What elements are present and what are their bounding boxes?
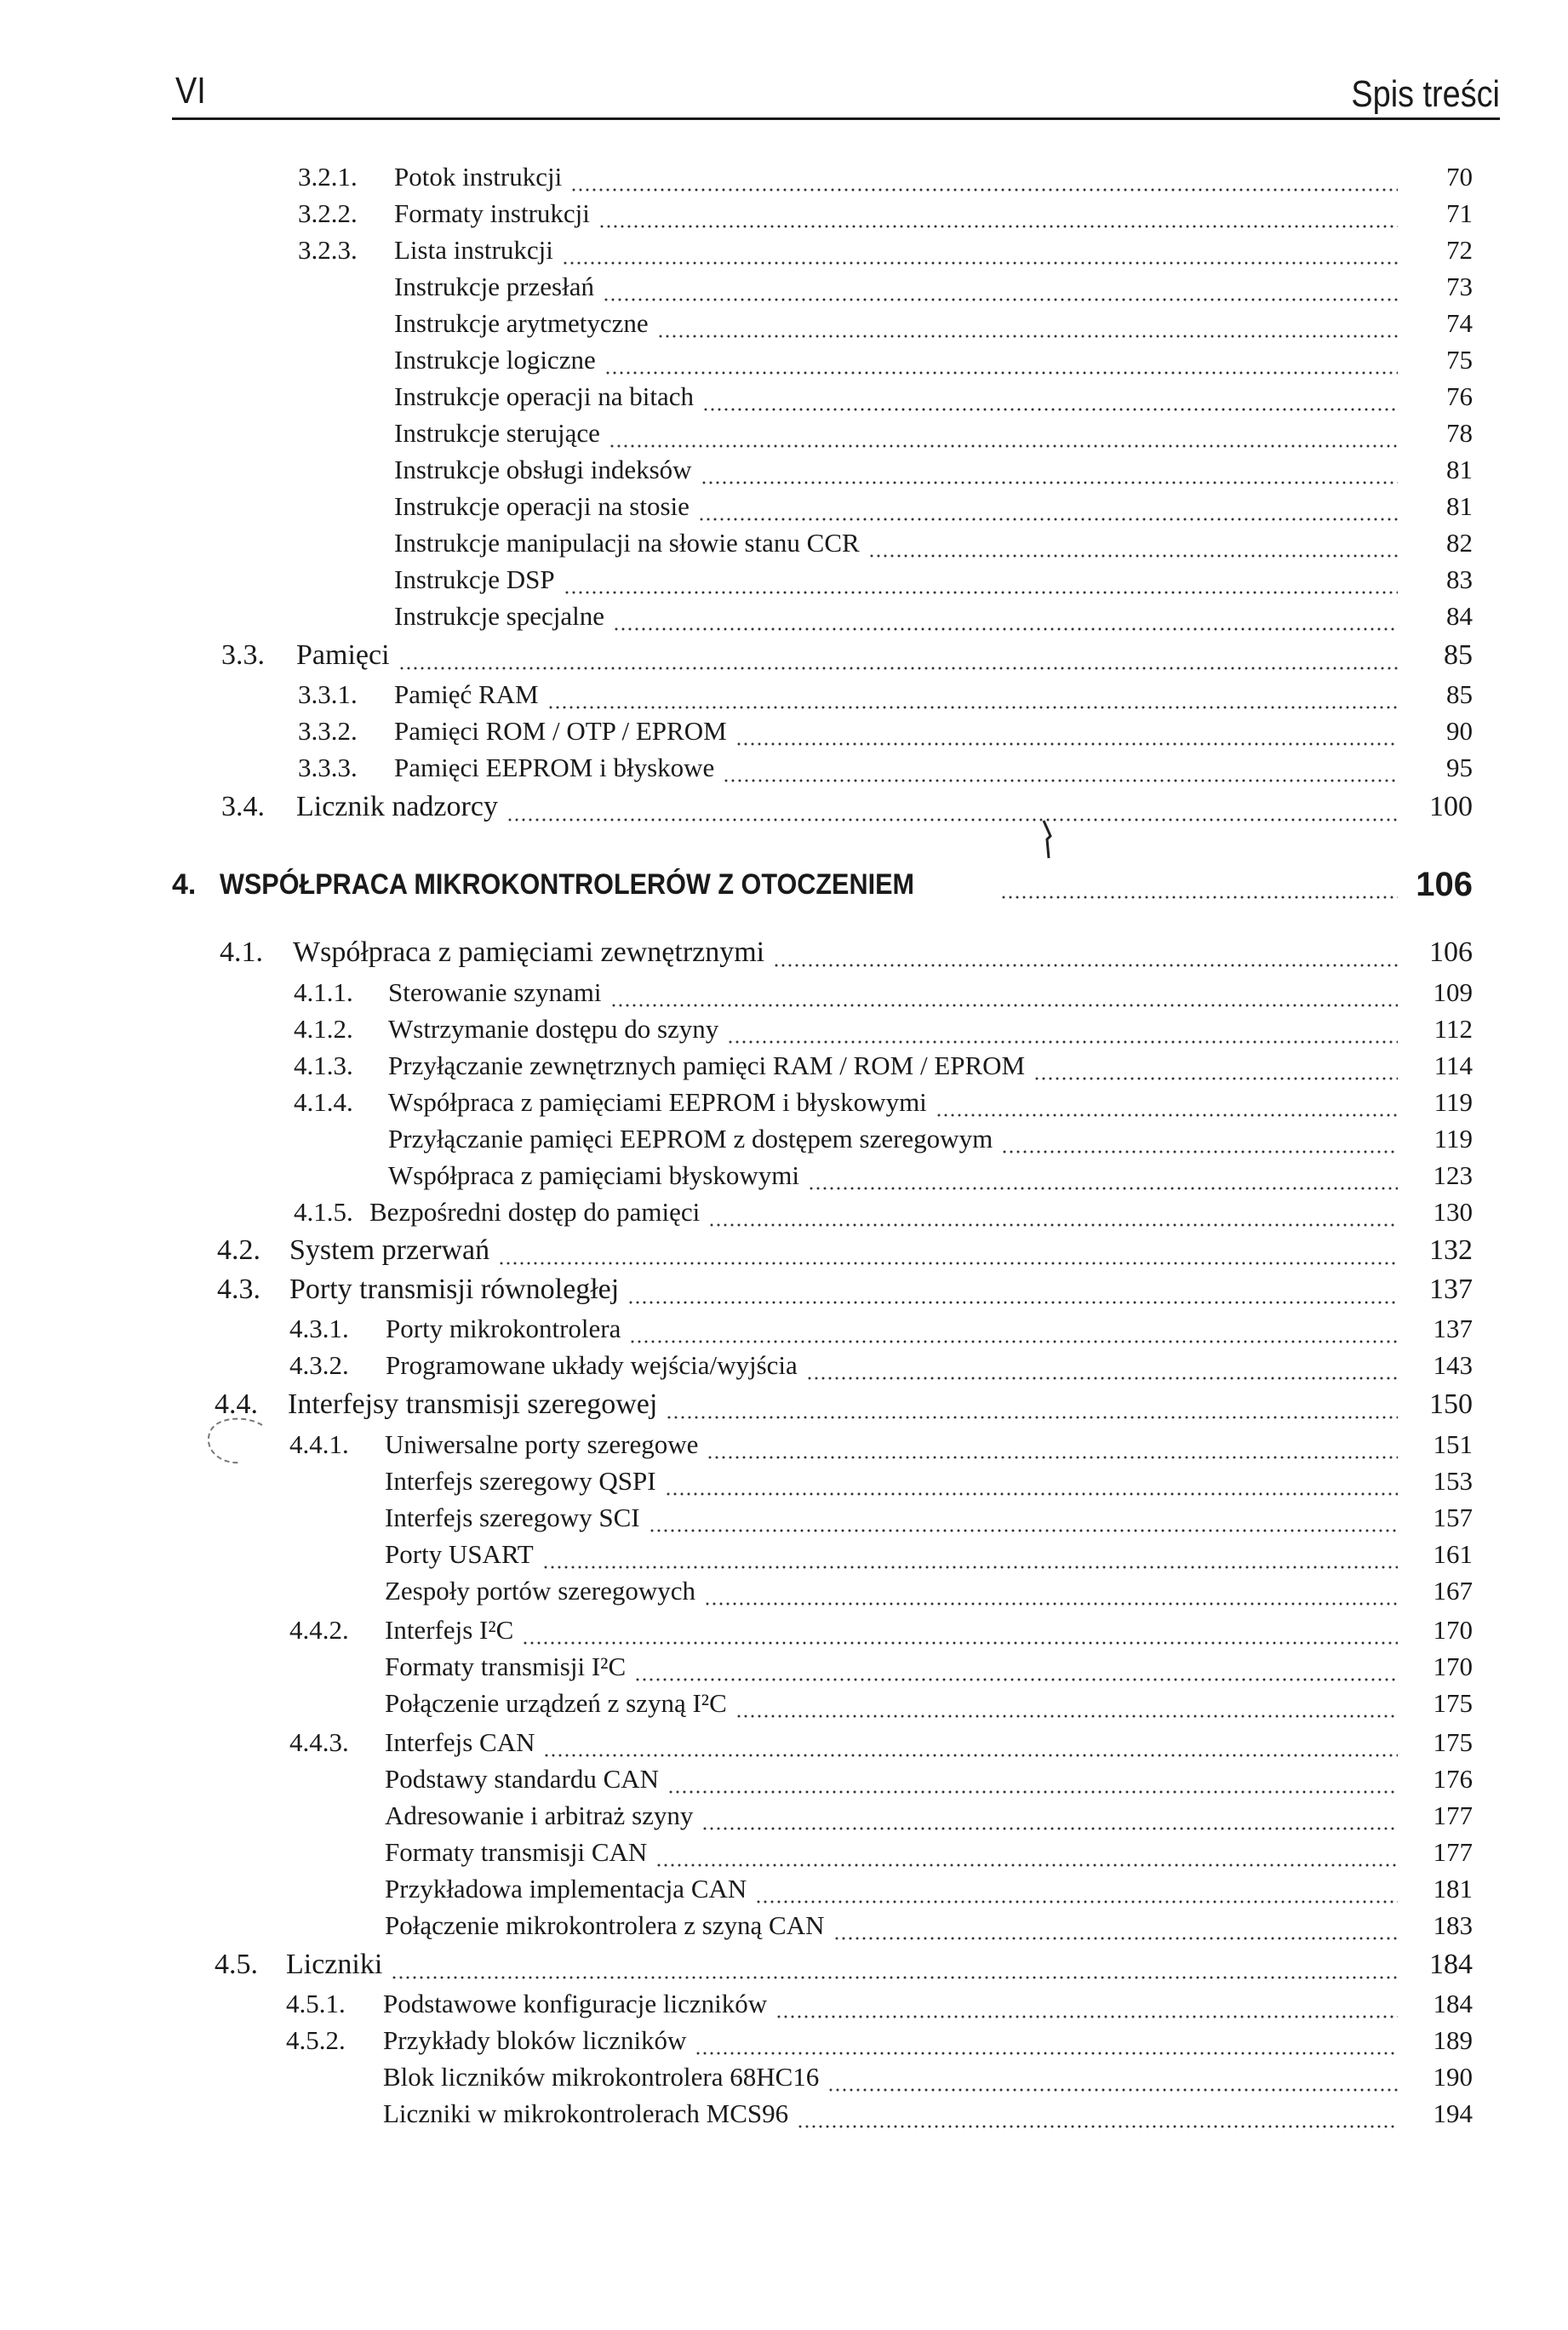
toc-entry-page: 114 — [1434, 1051, 1473, 1080]
toc-entry — [0, 1499, 1568, 1537]
toc-entry — [0, 158, 1568, 196]
toc-entry — [0, 637, 1568, 674]
dot-leader — [610, 1003, 1398, 1008]
toc-entry-title: Licznik nadzorcy — [296, 791, 498, 822]
toc-entry-leader — [296, 637, 1405, 674]
page-header — [172, 60, 1500, 120]
toc-entry-number: 4.4.1. — [289, 1429, 349, 1459]
toc-entry-number: 4.5.1. — [286, 1989, 346, 2018]
toc-entry-title: Zespoły portów szeregowych — [385, 1576, 696, 1606]
dot-leader — [704, 1601, 1398, 1606]
dot-leader — [398, 666, 1398, 671]
dot-leader — [698, 517, 1398, 522]
toc-entry-leader — [394, 451, 1405, 489]
toc-entry-number: 3.2.3. — [298, 235, 358, 265]
dot-leader — [723, 778, 1398, 783]
dot-leader — [755, 1899, 1398, 1904]
toc-entry-leader — [385, 1536, 1405, 1573]
toc-entry-number: 4.5. — [215, 1949, 258, 1980]
toc-entry-leader — [388, 974, 1405, 1011]
toc-entry — [0, 713, 1568, 750]
toc-entry — [0, 1271, 1568, 1308]
toc-entry-leader — [394, 524, 1405, 562]
toc-entry-page: 106 — [1429, 936, 1473, 968]
toc-entry-leader — [394, 676, 1405, 713]
dot-leader — [634, 1677, 1398, 1682]
toc-entry — [0, 2095, 1568, 2132]
toc-entry-title: Połączenie mikrokontrolera z szyną CAN — [385, 1910, 825, 1940]
toc-entry-title: Pamięć RAM — [394, 679, 539, 709]
dot-leader — [833, 1936, 1399, 1941]
toc-entry-number: 4. — [172, 868, 197, 901]
toc-entry-title: Podstawowe konfiguracje liczników — [383, 1989, 768, 2018]
toc-entry-title: Interfejs szeregowy SCI — [385, 1503, 640, 1532]
toc-entry-title: Formaty transmisji I²C — [385, 1652, 627, 1681]
toc-entry-leader — [394, 713, 1405, 750]
dot-leader — [570, 187, 1398, 192]
toc-entry-page: 81 — [1446, 455, 1473, 484]
toc-entry-leader — [385, 1870, 1405, 1908]
toc-entry — [0, 524, 1568, 562]
toc-entry — [0, 415, 1568, 452]
toc-entry-leader — [388, 1120, 1405, 1158]
dot-leader — [1000, 895, 1398, 900]
toc-entry-title: Instrukcje arytmetyczne — [394, 308, 649, 338]
toc-entry-leader — [383, 1985, 1405, 2023]
toc-entry-leader — [289, 1271, 1405, 1308]
toc-entry-page: 132 — [1429, 1234, 1473, 1266]
toc-entry-leader — [383, 2095, 1405, 2132]
dot-leader — [649, 1528, 1398, 1533]
toc-entry-leader — [296, 788, 1405, 826]
toc-entry — [0, 1047, 1568, 1085]
toc-entry-page: 170 — [1433, 1615, 1473, 1645]
dot-leader — [522, 1640, 1398, 1646]
toc-entry-page: 184 — [1429, 1949, 1473, 1980]
toc-entry-page: 90 — [1446, 716, 1473, 746]
toc-entry-title: Współpraca z pamięciami zewnętrznymi — [293, 936, 765, 968]
toc-entry — [0, 1685, 1568, 1722]
toc-entry-leader — [385, 1648, 1405, 1686]
toc-entry-title: Liczniki w mikrokontrolerach MCS96 — [383, 2098, 789, 2128]
toc-entry-leader — [385, 1907, 1405, 1944]
toc-entry-title: Połączenie urządzeń z szyną I²C — [385, 1688, 727, 1718]
toc-entry-title: Instrukcje logiczne — [394, 345, 596, 375]
toc-entry-page: 150 — [1429, 1388, 1473, 1420]
toc-entry-leader — [388, 1084, 1405, 1121]
pen-mark-icon — [1040, 819, 1057, 862]
toc-entry-title: Przykłady bloków liczników — [383, 2025, 687, 2055]
toc-entry-title: Przykładowa implementacja CAN — [385, 1874, 747, 1904]
toc-entry-page: 119 — [1434, 1087, 1473, 1117]
toc-entry — [0, 378, 1568, 415]
dot-leader — [735, 741, 1398, 747]
toc-entry-number: 4.4.2. — [289, 1615, 349, 1645]
dot-leader — [1001, 1149, 1398, 1154]
toc-entry-page: 161 — [1433, 1539, 1473, 1569]
dot-leader — [562, 260, 1398, 266]
toc-entry-page: 85 — [1444, 639, 1473, 671]
dot-leader — [657, 334, 1398, 339]
toc-entry-leader — [394, 341, 1405, 379]
toc-entry-title: Lista instrukcji — [394, 235, 553, 265]
toc-entry-page: 82 — [1446, 528, 1473, 558]
toc-entry-page: 170 — [1433, 1652, 1473, 1681]
toc-entry-page: 177 — [1433, 1800, 1473, 1830]
toc-entry-leader — [385, 1685, 1405, 1722]
toc-entry-number: 4.1.3. — [294, 1051, 353, 1080]
toc-entry — [0, 1985, 1568, 2023]
toc-entry — [0, 974, 1568, 1011]
toc-entry-page: 137 — [1433, 1314, 1473, 1343]
toc-entry — [0, 1194, 1568, 1231]
dot-leader — [655, 1863, 1398, 1868]
toc-entry-page: 189 — [1433, 2025, 1473, 2055]
dot-leader — [391, 1975, 1398, 1980]
toc-entry — [0, 1084, 1568, 1121]
toc-entry-page: 176 — [1433, 1764, 1473, 1794]
dot-leader — [735, 1714, 1398, 1719]
toc-entry-page: 81 — [1446, 491, 1473, 521]
toc-entry-number: 4.3.2. — [289, 1350, 349, 1380]
dot-leader — [667, 1789, 1398, 1795]
toc-entry-page: 153 — [1433, 1466, 1473, 1496]
toc-entry-leader — [383, 2058, 1405, 2096]
dot-leader — [666, 1415, 1398, 1420]
pen-circle-icon — [203, 1413, 271, 1473]
toc-entry — [0, 676, 1568, 713]
toc-entry — [0, 1347, 1568, 1384]
toc-entry-title: Interfejs CAN — [385, 1727, 535, 1757]
toc-entry-number: 3.2.2. — [298, 198, 358, 228]
dot-leader — [629, 1339, 1398, 1344]
toc-entry — [0, 934, 1568, 971]
toc-entry-title: Porty USART — [385, 1539, 534, 1569]
toc-entry-page: 112 — [1434, 1014, 1473, 1044]
toc-entry-page: 106 — [1416, 866, 1473, 903]
toc-entry-number: 4.3.1. — [289, 1314, 349, 1343]
dot-leader — [808, 1186, 1398, 1191]
toc-entry-number: 3.3.3. — [298, 753, 358, 782]
toc-entry-page: 73 — [1446, 272, 1473, 301]
toc-entry-leader — [386, 1310, 1405, 1348]
toc-entry-page: 183 — [1433, 1910, 1473, 1940]
toc-entry-title: Interfejs szeregowy QSPI — [385, 1466, 656, 1496]
toc-entry — [0, 1907, 1568, 1944]
toc-entry-title: Przyłączanie pamięci EEPROM z dostępem szeregowym — [388, 1124, 993, 1154]
toc-entry-number: 3.2.1. — [298, 162, 358, 192]
toc-entry — [0, 1834, 1568, 1871]
toc-entry-number: 3.4. — [221, 791, 265, 822]
dot-leader — [498, 1261, 1398, 1266]
toc-entry — [0, 1536, 1568, 1573]
toc-entry-title: Potok instrukcji — [394, 162, 563, 192]
toc-entry-page: 85 — [1446, 679, 1473, 709]
toc-entry-title: Interfejsy transmisji szeregowej — [288, 1388, 658, 1420]
toc-entry-title: Porty mikrokontrolera — [386, 1314, 621, 1343]
toc-entry-leader — [385, 1834, 1405, 1871]
dot-leader — [707, 1455, 1398, 1460]
toc-entry — [0, 305, 1568, 342]
toc-entry-number: 3.3.2. — [298, 716, 358, 746]
toc-entry-leader — [394, 598, 1405, 635]
toc-entry-title: Współpraca z pamięciami błyskowymi — [388, 1160, 799, 1190]
dot-leader — [701, 480, 1398, 485]
toc-entry-leader — [385, 1797, 1405, 1835]
toc-entry-number: 3.3.1. — [298, 679, 358, 709]
toc-entry — [0, 1120, 1568, 1158]
toc-entry-page: 109 — [1433, 977, 1473, 1007]
toc-entry-page: 143 — [1433, 1350, 1473, 1380]
toc-entry-leader — [394, 378, 1405, 415]
dot-leader — [775, 2014, 1398, 2019]
toc-entry-number: 4.5.2. — [286, 2025, 346, 2055]
toc-entry-leader — [385, 1499, 1405, 1537]
toc-entry-title: Wstrzymanie dostępu do szyny — [388, 1014, 719, 1044]
dot-leader — [727, 1039, 1398, 1045]
dot-leader — [542, 1565, 1398, 1570]
toc-entry-page: 175 — [1433, 1727, 1473, 1757]
toc-entry — [0, 561, 1568, 598]
toc-entry — [0, 2022, 1568, 2059]
toc-entry-leader — [394, 749, 1405, 787]
toc-entry-leader — [394, 488, 1405, 525]
toc-entry-title: Programowane układy wejścia/wyjścia — [386, 1350, 798, 1380]
toc-entry-page: 184 — [1433, 1989, 1473, 2018]
toc-entry-page: 190 — [1433, 2062, 1473, 2092]
toc-entry-title: Blok liczników mikrokontrolera 68HC16 — [383, 2062, 820, 2092]
toc-entry-page: 100 — [1429, 791, 1473, 822]
toc-entry — [0, 488, 1568, 525]
toc-entry-leader — [386, 1347, 1405, 1384]
toc-entry — [0, 788, 1568, 826]
toc-entry-page: 151 — [1433, 1429, 1473, 1459]
toc-entry-title: System przerwań — [289, 1234, 490, 1266]
page-number: VI — [175, 70, 206, 112]
toc-entry-title: Instrukcje przesłań — [394, 272, 594, 301]
toc-entry — [0, 1010, 1568, 1048]
toc-entry-number: 3.3. — [221, 639, 265, 671]
toc-entry — [0, 1797, 1568, 1835]
toc-entry-page: 71 — [1446, 198, 1473, 228]
toc-entry-title: WSPÓŁPRACA MIKROKONTROLERÓW Z OTOCZENIEM — [220, 868, 914, 901]
toc-chapter-row — [0, 866, 1568, 903]
toc-entry-title: Uniwersalne porty szeregowe — [385, 1429, 699, 1459]
toc-entry-number: 4.4. — [215, 1388, 258, 1420]
toc-entry — [0, 1870, 1568, 1908]
toc-entry-number: 4.1.2. — [294, 1014, 353, 1044]
dot-leader — [701, 1826, 1398, 1831]
dot-leader — [773, 963, 1398, 968]
toc-entry-page: 84 — [1446, 601, 1473, 631]
toc-entry-leader — [394, 268, 1405, 306]
toc-entry-title: Instrukcje DSP — [394, 564, 555, 594]
toc-entry-title: Instrukcje manipulacji na słowie stanu CCR — [394, 528, 860, 558]
toc-entry-page: 167 — [1433, 1576, 1473, 1606]
toc-entry-page: 78 — [1446, 418, 1473, 448]
toc-entry-leader — [394, 158, 1405, 196]
toc-entry-leader — [388, 1010, 1405, 1048]
toc-entry-title: Podstawy standardu CAN — [385, 1764, 660, 1794]
toc-entry-page: 83 — [1446, 564, 1473, 594]
toc-entry-page: 70 — [1446, 162, 1473, 192]
toc-entry — [0, 749, 1568, 787]
toc-entry-title: Sterowanie szynami — [388, 977, 602, 1007]
toc-entry-leader — [394, 305, 1405, 342]
dot-leader — [543, 1753, 1398, 1758]
toc-entry-page: 119 — [1434, 1124, 1473, 1154]
toc-entry-page: 130 — [1433, 1197, 1473, 1227]
dot-leader — [1033, 1076, 1398, 1081]
toc-entry-title: Porty transmisji równoległej — [289, 1274, 620, 1305]
toc-entry-title: Pamięci EEPROM i błyskowe — [394, 753, 715, 782]
toc-entry-leader — [385, 1572, 1405, 1610]
toc-entry-page: 72 — [1446, 235, 1473, 265]
toc-entry-page: 175 — [1433, 1688, 1473, 1718]
toc-entry-number: 4.1.1. — [294, 977, 353, 1007]
toc-entry-page: 75 — [1446, 345, 1473, 375]
toc-entry-leader — [394, 195, 1405, 232]
toc-entry-page: 194 — [1433, 2098, 1473, 2128]
toc-entry-page: 76 — [1446, 381, 1473, 411]
toc-entry-title: Liczniki — [286, 1949, 383, 1980]
toc-entry-page: 74 — [1446, 308, 1473, 338]
dot-leader — [708, 1222, 1398, 1228]
toc-entry-page: 123 — [1433, 1160, 1473, 1190]
toc-entry-leader — [220, 866, 1405, 903]
toc-entry-number: 4.1. — [220, 936, 263, 968]
dot-leader — [547, 705, 1398, 710]
toc-entry-title: Instrukcje specjalne — [394, 601, 605, 631]
toc-entry — [0, 1157, 1568, 1194]
toc-entry-number: 4.1.5. — [294, 1197, 353, 1227]
toc-entry — [0, 598, 1568, 635]
dot-leader — [603, 297, 1398, 302]
toc-entry-title: Formaty instrukcji — [394, 198, 590, 228]
running-title: Spis treści — [1351, 73, 1500, 115]
toc-entry-title: Współpraca z pamięciami EEPROM i błyskowymi — [388, 1087, 927, 1117]
toc-entry-page: 177 — [1433, 1837, 1473, 1867]
dot-leader — [604, 370, 1398, 375]
dot-leader — [868, 553, 1398, 558]
toc-entry-number: 4.4.3. — [289, 1727, 349, 1757]
toc-entry-title: Instrukcje obsługi indeksów — [394, 455, 692, 484]
toc-entry-leader — [385, 1463, 1405, 1500]
toc-entry-page: 181 — [1433, 1874, 1473, 1904]
dot-leader — [797, 2124, 1398, 2129]
toc-entry-page: 137 — [1429, 1274, 1473, 1305]
toc-entry — [0, 2058, 1568, 2096]
dot-leader — [695, 2051, 1398, 2056]
toc-entry-title: Interfejs I²C — [385, 1615, 514, 1645]
toc-entry-leader — [385, 1760, 1405, 1798]
toc-entry-leader — [394, 415, 1405, 452]
toc-entry — [0, 1572, 1568, 1610]
toc-entry-page: 157 — [1433, 1503, 1473, 1532]
toc-entry — [0, 1612, 1568, 1649]
toc-entry — [0, 232, 1568, 269]
dot-leader — [702, 407, 1398, 412]
toc-entry — [0, 268, 1568, 306]
toc-entry — [0, 1232, 1568, 1269]
toc-entry-title: Pamięci — [296, 639, 390, 671]
dot-leader — [627, 1300, 1398, 1305]
dot-leader — [564, 590, 1398, 595]
toc-entry — [0, 1310, 1568, 1348]
toc-entry-number: 4.2. — [217, 1234, 260, 1266]
toc-entry-number: 4.1.4. — [294, 1087, 353, 1117]
dot-leader — [936, 1113, 1398, 1118]
toc-entry-title: Bezpośredni dostęp do pamięci — [369, 1197, 701, 1227]
toc-entry — [0, 1946, 1568, 1984]
toc-entry-title: Instrukcje operacji na stosie — [394, 491, 690, 521]
toc-entry-title: Przyłączanie zewnętrznych pamięci RAM / ROM / EPROM — [388, 1051, 1026, 1080]
dot-leader — [827, 2087, 1398, 2092]
dot-leader — [806, 1376, 1398, 1381]
toc-entry-page: 95 — [1446, 753, 1473, 782]
toc-entry-title: Instrukcje sterujące — [394, 418, 600, 448]
toc-entry-title: Instrukcje operacji na bitach — [394, 381, 695, 411]
toc-entry-number: 4.3. — [217, 1274, 260, 1305]
toc-entry-leader — [383, 2022, 1405, 2059]
toc-entry — [0, 1760, 1568, 1798]
toc-entry — [0, 195, 1568, 232]
toc-entry-title: Adresowanie i arbitraż szyny — [385, 1800, 694, 1830]
toc-entry-leader — [289, 1232, 1405, 1269]
toc-entry-leader — [385, 1612, 1405, 1649]
toc-entry-leader — [385, 1724, 1405, 1761]
toc-entry-leader — [394, 232, 1405, 269]
dot-leader — [598, 224, 1398, 229]
dot-leader — [609, 444, 1398, 449]
toc-entry — [0, 1648, 1568, 1686]
dot-leader — [665, 1491, 1398, 1497]
toc-entry-leader — [394, 561, 1405, 598]
toc-entry-leader — [288, 1386, 1405, 1423]
dot-leader — [506, 817, 1398, 822]
toc-entry — [0, 1724, 1568, 1761]
dot-leader — [613, 627, 1398, 632]
toc-entry-leader — [388, 1157, 1405, 1194]
toc-entry-leader — [286, 1946, 1405, 1984]
toc-entry-leader — [369, 1194, 1405, 1231]
toc-entry — [0, 341, 1568, 379]
toc-entry — [0, 451, 1568, 489]
toc-entry-leader — [293, 934, 1405, 971]
toc-entry-leader — [388, 1047, 1405, 1085]
toc-entry-title: Formaty transmisji CAN — [385, 1837, 648, 1867]
toc-entry-title: Pamięci ROM / OTP / EPROM — [394, 716, 727, 746]
toc-entry-leader — [385, 1426, 1405, 1463]
